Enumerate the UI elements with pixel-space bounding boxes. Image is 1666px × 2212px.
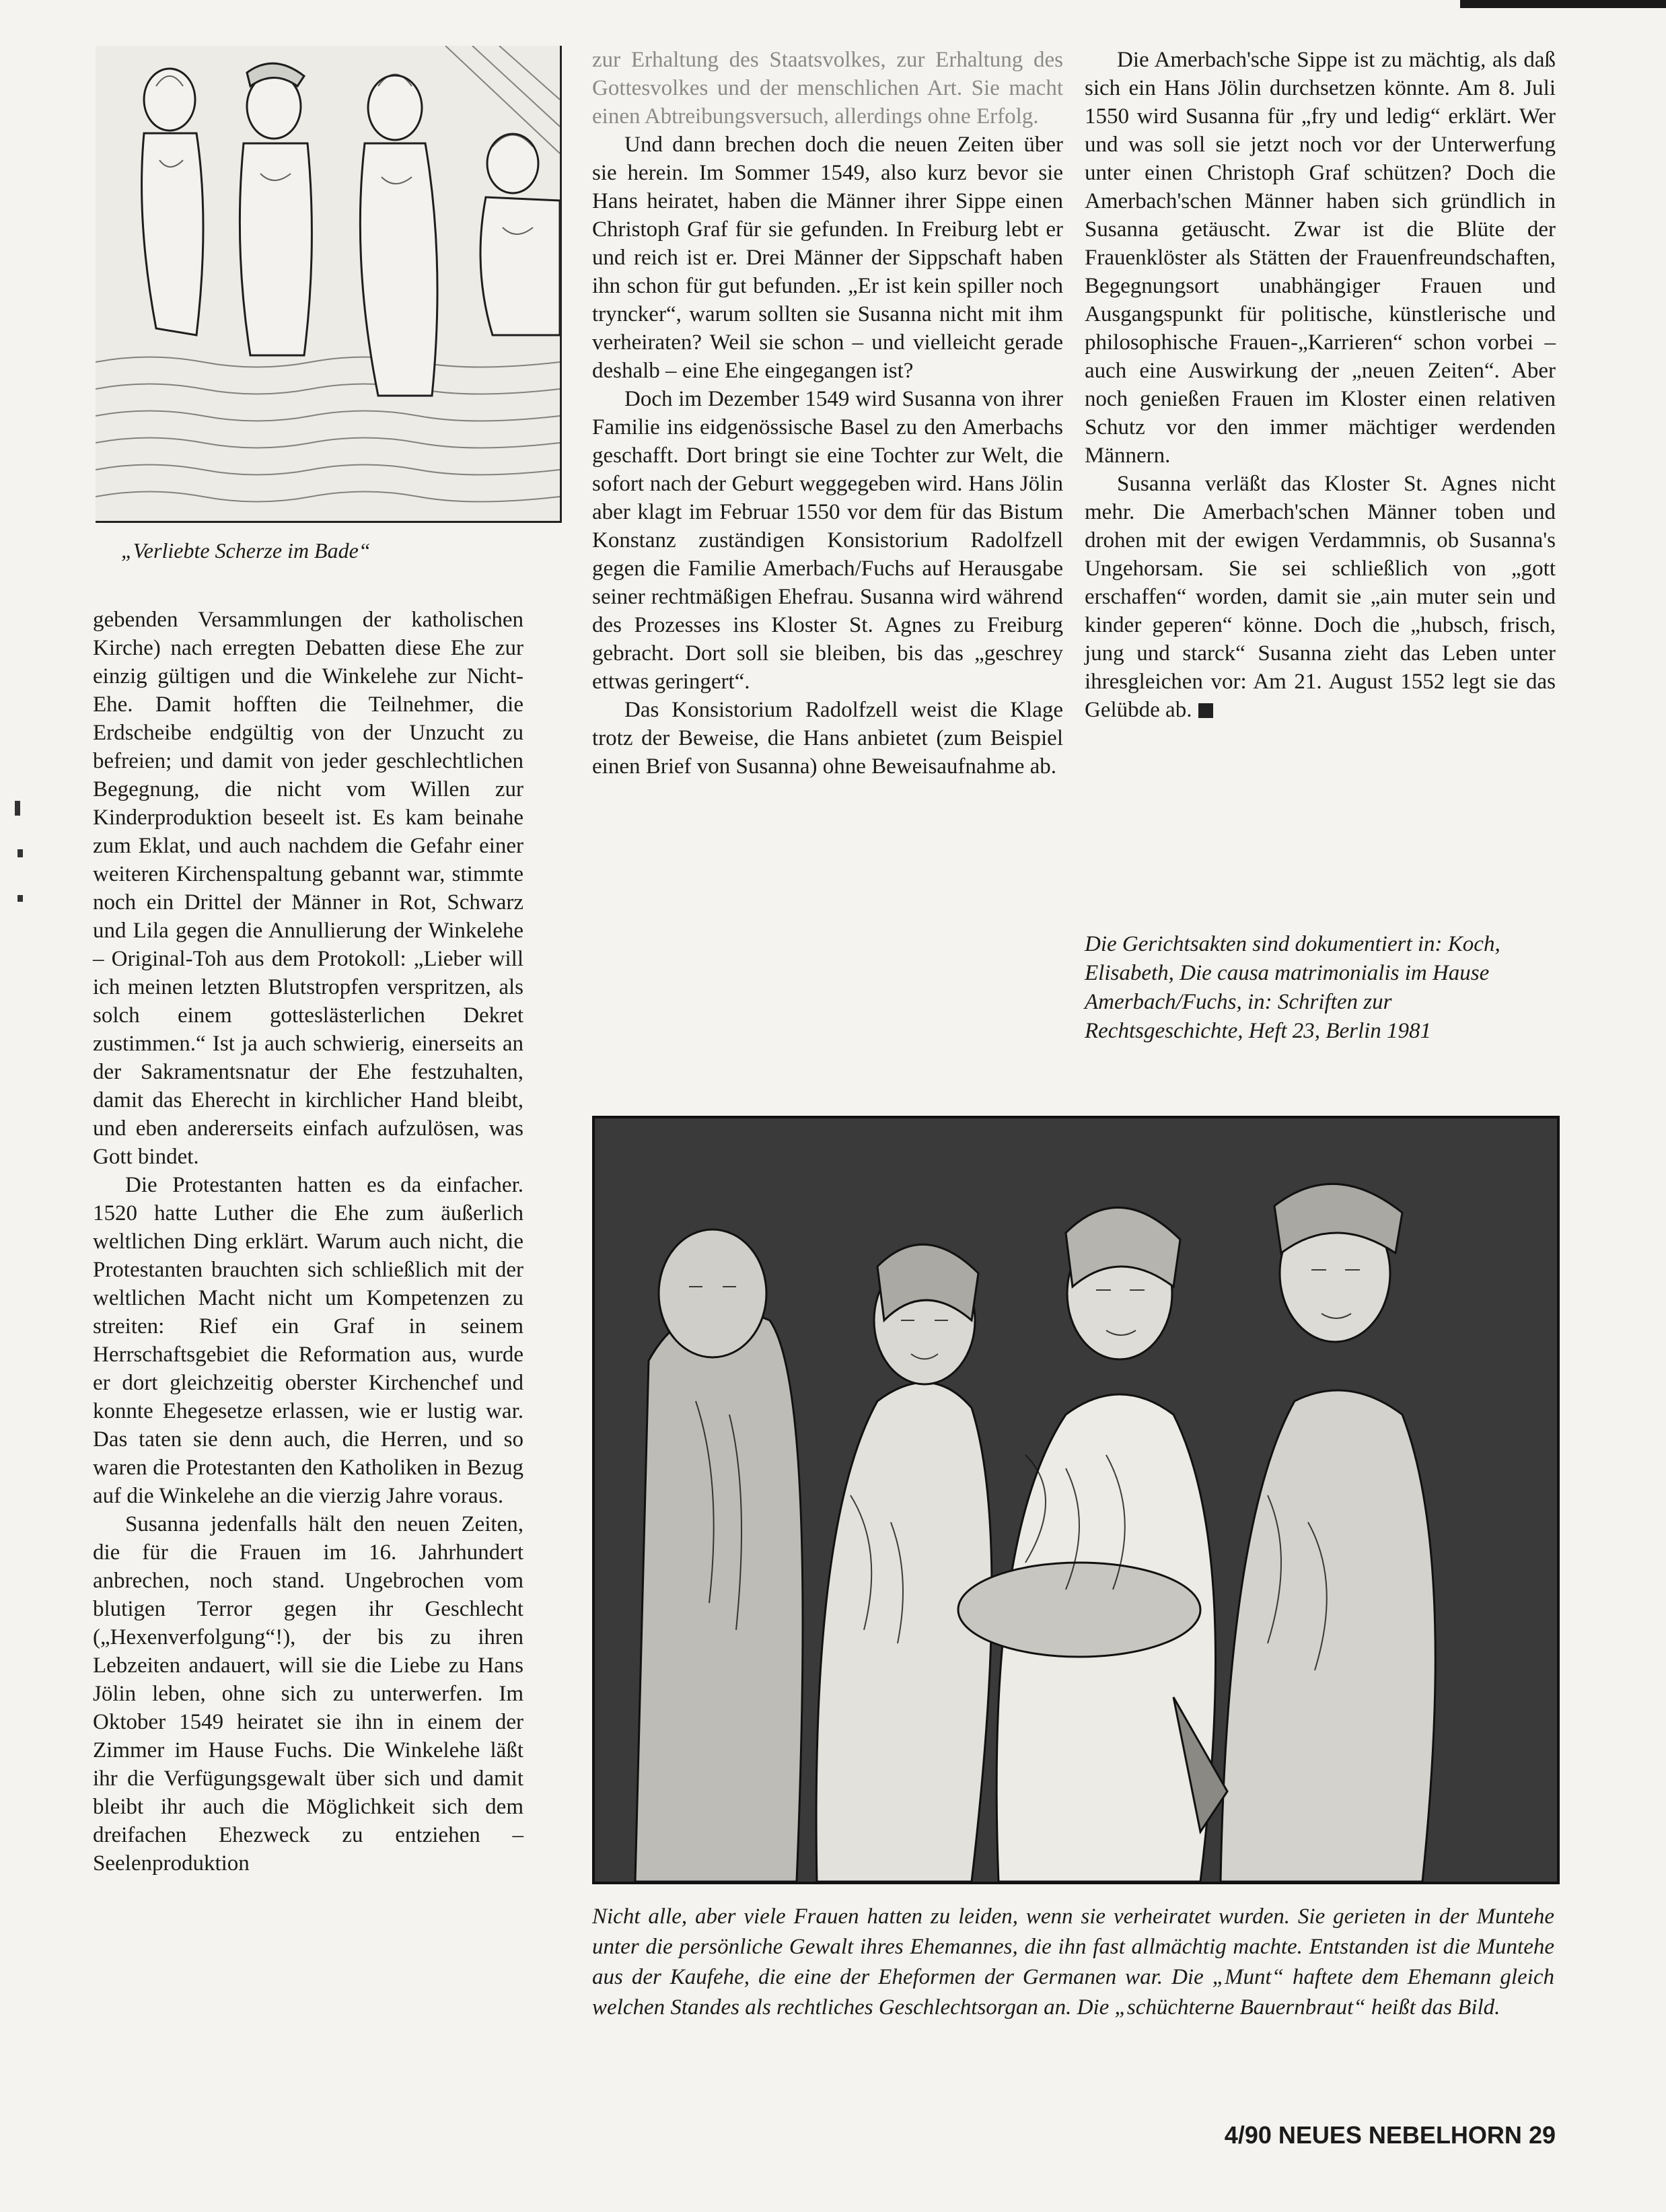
paragraph: Doch im Dezember 1549 wird Susanna von ihrer Familie ins eidgenössische Basel zu den Amerbachs geschafft. Dort bringt sie eine Tochter zur Welt, die sofort nach der Geburt weggegeben wird. Hans Jölin aber klagt im Februar 1550 vor dem für das Bistum Konstanz zuständigen Konsistorium Radolfzell gegen die Familie Amerbach/Fuchs auf Herausgabe seiner rechtmäßigen Ehefrau. Susanna wird während des Prozesses ins Kloster St. Agnes zu Freiburg gebracht. Dort soll sie bleiben, bis das „geschrey ettwas geringert“.: [592, 387, 1063, 694]
magazine-name: NEUES NEBELHORN: [1278, 2121, 1522, 2149]
paragraph: Susanna verläßt das Kloster St. Agnes nicht mehr. Die Amerbach'schen Männer toben und drohen mit der ewigen Verdammnis, ob Susanna's Ungehorsam. Sie sei schließlich von „gott erschaffen“ worden, damit sie „ain muter sein und kinder geperen“ könne. Doch die „hubsch, frisch, jung und starck“ Susanna zieht das Leben unter ihresgleichen vor: Am 21. August 1552 legt sie das Gelübde ab.: [1085, 472, 1556, 722]
paragraph: Die Protestanten hatten es da einfacher. 1520 hatte Luther die Ehe zum äußerlich weltlichen Ding erklärt. Warum auch nicht, die Protestanten brauchten sich schließlich mit der weltlichen Macht nicht um Kompetenzen zu streiten: Rief ein Graf in seinem Herrschaftsgebiet die Reformation aus, wurde er dort gleichzeitig oberster Kirchenchef und konnte Ehegesetze erlassen, wie er lustig war. Das taten sie denn auch, die Herren, und so waren die Protestanten den Katholiken in Bezug auf die Winkelehe an die vierzig Jahre voraus.: [93, 1173, 523, 1508]
page-edge-bar: [1460, 0, 1666, 8]
paragraph: Das Konsistorium Radolfzell weist die Klage trotz der Beweise, die Hans anbietet (zum Beispiel einen Brief von Susanna) ohne Beweisaufnahme ab.: [592, 698, 1063, 779]
woodcut-shy-peasant-bride: [592, 1116, 1560, 1884]
paragraph: Susanna jedenfalls hält den neuen Zeiten, die für die Frauen im 16. Jahrhundert anbrechen, noch stand. Ungebrochen vom blutigen Terror gegen ihr Geschlecht („Hexenverfolgung“!), der bis zu ihren Lebzeiten andauert, will sie die Liebe zu Hans Jölin leben, ohne sich zu unterwerfen. Im Oktober 1549 heiratet sie ihn in einem der Zimmer im Hause Fuchs. Die Winkelehe läßt ihr die Verfügungsgewalt über sich und damit bleibt ihr auch die Möglichkeit sich dem dreifachen Ehezweck zu entziehen – Seelenproduktion: [93, 1512, 523, 1876]
article-column-2: [592, 46, 1063, 781]
scan-artifact: [17, 849, 23, 857]
page-number: 29: [1528, 2121, 1556, 2149]
paragraph: Die Amerbach'sche Sippe ist zu mächtig, als daß sich ein Hans Jölin durchsetzen könnte. Am 8. Juli 1550 wird Susanna für „fry und ledig“ erklärt. Wer und was soll sie jetzt noch vor der Unterwerfung unter einen Christoph Graf schützen? Doch die Amerbach'schen Männer haben sich gründlich in Susanna getäuscht. Zwar ist die Blüte der Frauenklöster als Stätten der Frauenfreundschaften, Begegnungsort unabhängiger Frauen und Ausgangspunkt für politische, künstlerische und philosophische Frauen-„Karrieren“ schon vorbei – auch eine Auswirkung der „neuen Zeiten“. Aber noch genießen Frauen im Kloster einen relativen Schutz vor den immer mächtiger werdenden Männern.: [1085, 48, 1556, 468]
paragraph: gebenden Versammlungen der katholischen Kirche) nach erregten Debatten diese Ehe zur einzig gültigen und die Winkelehe zur Nicht-Ehe. Damit hofften die Teilnehmer, die Erdscheibe endgültig von der Unzucht zu befreien; und damit von jeder geschlechtlichen Begegnung, die nicht vom Willen zur Kinderproduktion beseelt ist. Es kam beinahe zum Eklat, und auch nachdem die Gefahr einer weiteren Kirchenspaltung gebannt war, stimmte noch ein Drittel der Männer in Rot, Schwarz und Lila gegen die Annullierung der Winkelehe – Original-Toh aus dem Protokoll: „Lieber will ich meinen letzten Blutstropfen verspritzen, als solch einem gotteslästerlichen Dekret zustimmen.“ Ist ja auch schwierig, einerseits an der Sakramentsnatur der Ehe festzuhalten, damit das Eherecht in kirchlicher Hand bleibt, und eben andererseits einfach aufzulösen, was Gott bindet.: [93, 608, 523, 1169]
scan-artifact: [17, 895, 23, 902]
issue-number: 4/90: [1224, 2121, 1272, 2149]
article-column-1: [93, 606, 523, 1878]
page-footer: [1184, 2121, 1556, 2149]
end-mark-icon: [1198, 703, 1213, 718]
source-note: Die Gerichtsakten sind dokumentiert in: Koch, Elisabeth, Die causa matrimonialis im Hause Amerbach/Fuchs, in: Schriften zur Rechtsgeschichte, Heft 23, Berlin 1981: [1085, 932, 1500, 1043]
figure-caption: „Verliebte Scherze im Bade“: [121, 538, 371, 563]
figure-caption: Nicht alle, aber viele Frauen hatten zu leiden, wenn sie verheiratet wurden. Sie gerieten in der Muntehe unter die persönliche Gewalt ihres Ehemannes, die ihn fast allmächtig machte. Entstanden ist die Muntehe aus der Kaufehe, die eine der Eheformen der Germanen war. Die „Munt“ haftete dem Ehemann gleich welchen Standes als rechtliches Geschlechtsorgan an. Die „schüchterne Bauernbraut“ heißt das Bild.: [592, 1904, 1554, 2020]
woodcut-bathing-women: [96, 46, 562, 523]
paragraph: Und dann brechen doch die neuen Zeiten über sie herein. Im Sommer 1549, also kurz bevor sie Hans heiratet, haben die Männer ihrer Sippe einen Christoph Graf für sie gefunden. In Freiburg lebt er und reich ist er. Drei Männer der Sippschaft haben ihn schon für gut befunden. „Er ist kein spiller noch tryncker“, warum sollten sie Susanna nicht mit ihm verheiraten? Weil sie schon – und vielleicht gerade deshalb – eine Ehe eingegangen ist?: [592, 133, 1063, 383]
article-column-3: [1085, 46, 1556, 724]
faded-paragraph: zur Erhaltung des Staatsvolkes, zur Erhaltung des Gottesvolkes und der menschlichen Art. Sie macht einen Abtreibungsversuch, allerdings ohne Erfolg.: [592, 48, 1063, 129]
scan-artifact: [15, 801, 20, 816]
